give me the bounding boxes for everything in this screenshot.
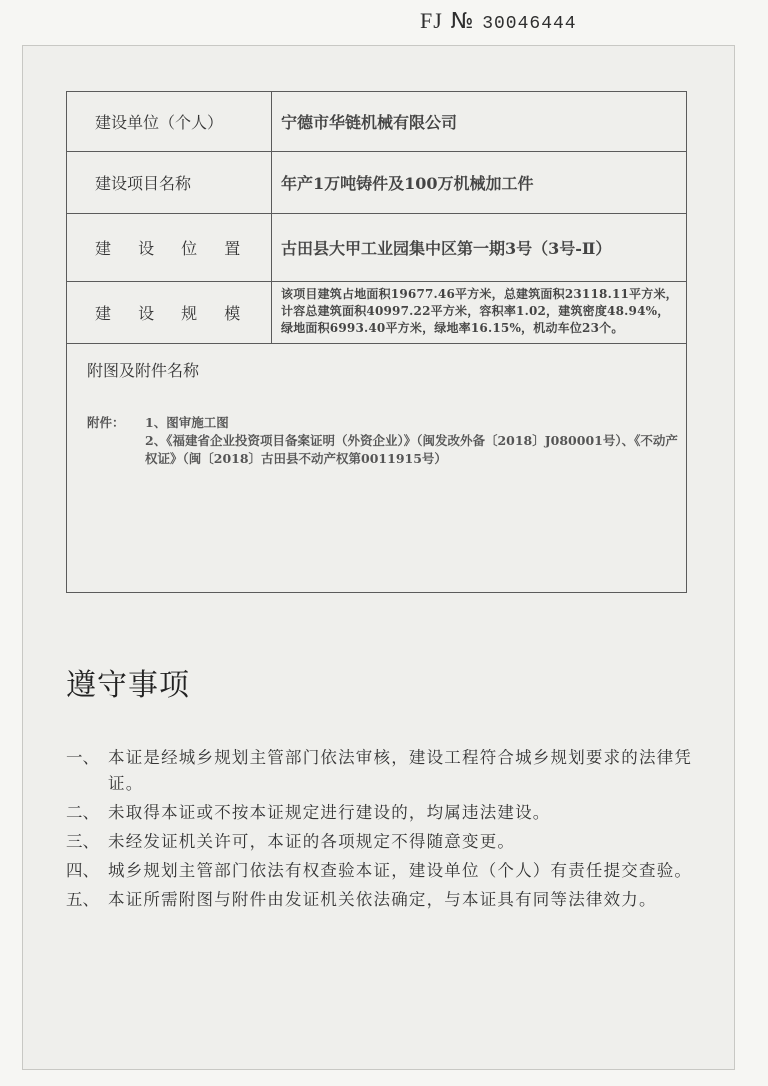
attachment-item: 2、《福建省企业投资项目备案证明（外资企业）》（闽发改外备〔2018〕J080001号）、《不动产权证》（闽〔2018〕古田县不动产权第0011915号） — [145, 433, 678, 466]
table-row-location — [67, 214, 686, 282]
row-label: 建设项目名称 — [67, 152, 272, 213]
rule-number: 一、 — [66, 748, 99, 767]
rule-number: 四、 — [66, 861, 99, 880]
project-info-table — [66, 91, 687, 593]
row-value: 年产1万吨铸件及100万机械加工件 — [281, 174, 534, 193]
rule-text: 未经发证机关许可，本证的各项规定不得随意变更。 — [108, 832, 516, 851]
rule-number: 五、 — [66, 890, 99, 909]
rule-text: 未取得本证或不按本证规定进行建设的，均属违法建设。 — [108, 803, 551, 822]
attachment-item — [87, 414, 678, 432]
row-value: 宁德市华链机械有限公司 — [281, 113, 458, 132]
row-label: 建 设 规 模 — [67, 282, 272, 343]
row-value: 该项目建筑占地面积19677.46平方米，总建筑面积23118.11平方米，计容总建筑面积40997.22平方米，容积率1.02，建筑密度48.94%，绿地面积6993.40平方米，绿地率16.15%，机动车位23个。 — [281, 287, 678, 335]
attachments-title: 附图及附件名称 — [87, 361, 200, 380]
rules-title: 遵守事项 — [66, 668, 190, 703]
attachments-lead: 附件： — [87, 415, 125, 430]
row-value: 古田县大甲工业园集中区第一期3号（3号-Ⅱ） — [281, 239, 612, 258]
attachment-text: 1、图审施工图 — [145, 415, 229, 430]
serial-number — [420, 8, 577, 34]
rule-text: 本证是经城乡规划主管部门依法审核，建设工程符合城乡规划要求的法律凭证。 — [108, 748, 693, 793]
rule-item — [66, 800, 706, 826]
row-label: 建设单位（个人） — [67, 92, 272, 151]
table-row-scale — [67, 282, 686, 344]
serial-digits: 30046444 — [482, 14, 577, 34]
rule-item — [66, 858, 706, 884]
row-label: 建 设 位 置 — [67, 214, 272, 281]
rule-number: 三、 — [66, 832, 99, 851]
numero-sign: № — [450, 9, 475, 34]
rule-number: 二、 — [66, 803, 99, 822]
rule-item — [66, 829, 706, 855]
table-row-project-name — [67, 152, 686, 214]
rule-item — [66, 887, 706, 913]
serial-prefix: FJ — [420, 8, 443, 33]
attachments-list — [87, 414, 678, 468]
table-row-builder — [67, 92, 686, 152]
rule-text: 城乡规划主管部门依法有权查验本证，建设单位（个人）有责任提交查验。 — [108, 861, 693, 880]
rule-text: 本证所需附图与附件由发证机关依法确定，与本证具有同等法律效力。 — [108, 890, 657, 909]
rules-list — [66, 745, 706, 916]
rule-item — [66, 745, 706, 797]
